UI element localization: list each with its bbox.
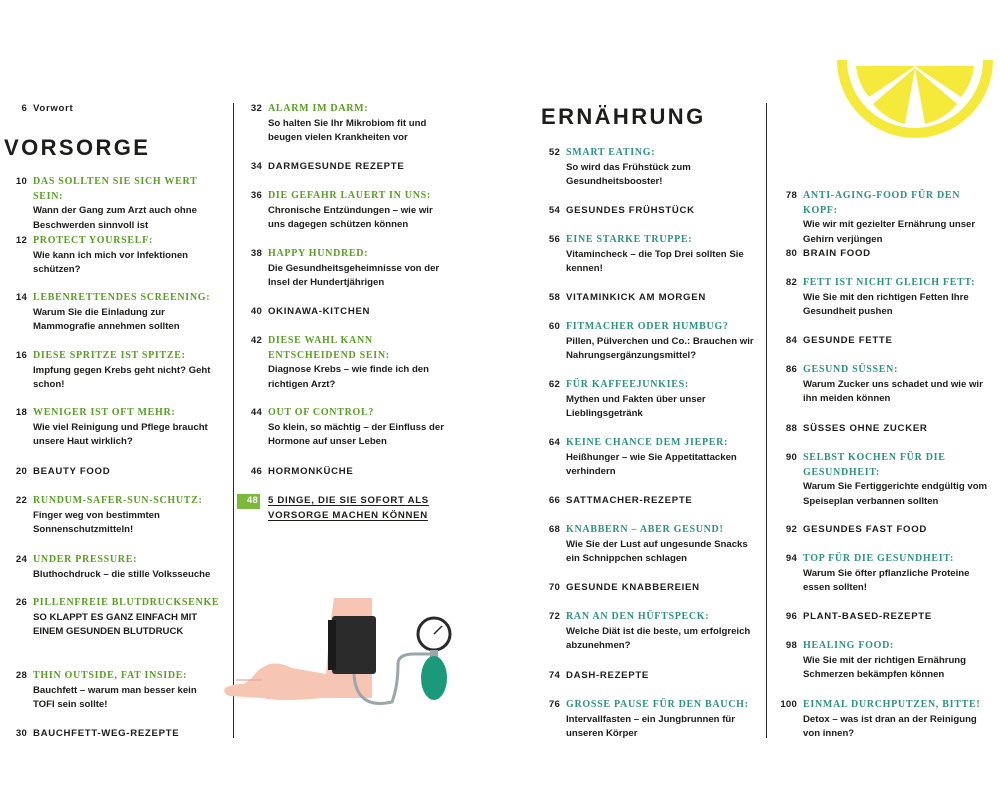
entry-title: BEAUTY FOOD bbox=[33, 466, 111, 477]
page-number: 82 bbox=[785, 277, 797, 288]
entry-subtitle: Wie Sie mit der richtigen Ernährung Schmerzen bekämpfen können bbox=[803, 654, 967, 680]
entry-text bbox=[33, 669, 220, 713]
entry-text bbox=[803, 698, 993, 742]
entry-text bbox=[33, 727, 220, 742]
entry-text bbox=[566, 669, 756, 684]
entry-heading: SMART EATING: bbox=[566, 147, 656, 158]
entry-text bbox=[268, 334, 448, 392]
page-number: 62 bbox=[548, 379, 560, 390]
page-number: 66 bbox=[548, 495, 560, 506]
entry-subtitle: Wie wir mit gezielter Ernährung unser Gehirn verjüngen bbox=[803, 219, 976, 245]
entry-heading: WENIGER IST OFT MEHR: bbox=[33, 407, 176, 418]
entry-text bbox=[566, 698, 756, 742]
entry-title: Vorwort bbox=[33, 103, 74, 114]
page-number: 52 bbox=[548, 147, 560, 158]
entry-heading: DIE GEFAHR LAUERT IN UNS: bbox=[268, 190, 431, 201]
page-number: 88 bbox=[785, 423, 797, 434]
entry-title: BRAIN FOOD bbox=[803, 248, 871, 259]
entry-subtitle: Warum Zucker uns schadet und wie wir ihn meiden können bbox=[803, 378, 983, 404]
page-number: 48 bbox=[237, 494, 260, 509]
entry-text bbox=[566, 581, 756, 596]
entry-subtitle: Wie viel Reinigung und Pflege braucht unsere Haut wirklich? bbox=[33, 421, 208, 447]
page-number: 80 bbox=[785, 248, 797, 259]
entry-subtitle: Mythen und Fakten über unser Lieblingsgetränk bbox=[566, 393, 706, 419]
entry-subtitle: So klein, so mächtig – der Einfluss der Hormone auf unser Leben bbox=[268, 421, 444, 447]
entry-text bbox=[803, 276, 993, 320]
entry-subtitle: Warum Sie die Einladung zur Mammografie annehmen sollten bbox=[33, 306, 180, 332]
lemon-slice-illustration bbox=[835, 52, 995, 152]
entry-heading: KNABBERN – ABER GESUND! bbox=[566, 524, 724, 535]
entry-heading: FITMACHER ODER HUMBUG? bbox=[566, 321, 729, 332]
entry-text bbox=[566, 320, 756, 364]
entry-title: HORMONKÜCHE bbox=[268, 466, 354, 477]
entry-text bbox=[33, 175, 220, 233]
entry-heading: DAS SOLLTEN SIE SICH WERT SEIN: bbox=[33, 176, 198, 202]
page-number: 6 bbox=[21, 103, 27, 114]
entry-text bbox=[803, 422, 993, 437]
page-number: 24 bbox=[15, 554, 27, 565]
entry-heading: HEALING FOOD: bbox=[803, 640, 895, 651]
entry-text bbox=[33, 102, 220, 117]
entry-title: GESUNDE FETTE bbox=[803, 335, 893, 346]
entry-heading: OUT OF CONTROL? bbox=[268, 407, 375, 418]
entry-title: GESUNDES FAST FOOD bbox=[803, 524, 928, 535]
page-number: 34 bbox=[250, 161, 262, 172]
entry-text bbox=[566, 146, 756, 190]
entry-heading: GESUND SÜSSEN: bbox=[803, 364, 899, 375]
entry-text bbox=[268, 305, 448, 320]
entry-text bbox=[566, 523, 756, 567]
entry-text bbox=[566, 610, 756, 654]
entry-heading: LEBENRETTENDES SCREENING: bbox=[33, 292, 211, 303]
page-number: 10 bbox=[15, 176, 27, 187]
entry-text bbox=[566, 291, 756, 306]
entry-text bbox=[803, 334, 993, 349]
page-number: 18 bbox=[15, 407, 27, 418]
entry-text bbox=[268, 189, 448, 233]
entry-heading: ANTI-AGING-FOOD FÜR DEN KOPF: bbox=[803, 190, 961, 216]
entry-heading: FÜR KAFFEEJUNKIES: bbox=[566, 379, 689, 390]
entry-text bbox=[268, 102, 448, 146]
page-number: 12 bbox=[15, 235, 27, 246]
entry-subtitle: SO KLAPPT ES GANZ EINFACH MIT EINEM GESUNDEN BLUTDRUCK bbox=[33, 611, 198, 637]
page-number: 32 bbox=[250, 103, 262, 114]
pump-bulb bbox=[421, 656, 447, 700]
page-number: 86 bbox=[785, 364, 797, 375]
entry-title: SÜSSES OHNE ZUCKER bbox=[803, 423, 928, 434]
page-number: 64 bbox=[548, 437, 560, 448]
entry-heading: ALARM IM DARM: bbox=[268, 103, 369, 114]
entry-subtitle: Vitamincheck – die Top Drei sollten Sie kennen! bbox=[566, 248, 744, 274]
page-number: 74 bbox=[548, 670, 560, 681]
page-number: 58 bbox=[548, 292, 560, 303]
entry-heading: SELBST KOCHEN FÜR DIE GESUNDHEIT: bbox=[803, 452, 946, 478]
entry-text bbox=[33, 494, 220, 538]
entry-text bbox=[566, 436, 756, 480]
entry-text bbox=[803, 189, 993, 247]
entry-subtitle: Wie kann ich mich vor Infektionen schützen? bbox=[33, 249, 189, 275]
entry-title: 5 DINGE, DIE SIE SOFORT ALS VORSORGE MACHEN KÖNNEN bbox=[268, 495, 429, 521]
entry-subtitle: Wie Sie der Lust auf ungesunde Snacks ein Schnippchen schlagen bbox=[566, 538, 748, 564]
page-number: 70 bbox=[548, 582, 560, 593]
page-number: 36 bbox=[250, 190, 262, 201]
entry-title: OKINAWA-KITCHEN bbox=[268, 306, 371, 317]
section-title-ernaehrung: ERNÄHRUNG bbox=[541, 104, 706, 129]
blood-pressure-illustration bbox=[222, 598, 472, 738]
entry-text bbox=[803, 247, 993, 262]
entry-subtitle: Warum Sie öfter pflanzliche Proteine essen sollten! bbox=[803, 567, 970, 593]
toc-column-3 bbox=[541, 0, 756, 800]
entry-title: BAUCHFETT-WEG-REZEPTE bbox=[33, 728, 180, 739]
entry-title: DASH-REZEPTE bbox=[566, 670, 650, 681]
entry-text bbox=[268, 465, 448, 480]
page-number: 98 bbox=[785, 640, 797, 651]
entry-text bbox=[803, 451, 993, 509]
entry-title: GESUNDES FRÜHSTÜCK bbox=[566, 205, 695, 216]
entry-text bbox=[33, 465, 220, 480]
entry-text bbox=[268, 160, 448, 175]
page-number: 40 bbox=[250, 306, 262, 317]
entry-text bbox=[803, 552, 993, 596]
page-number: 72 bbox=[548, 611, 560, 622]
page-number: 54 bbox=[548, 205, 560, 216]
entry-subtitle: Finger weg von bestimmten Sonnenschutzmitteln! bbox=[33, 509, 160, 535]
page-number: 44 bbox=[250, 407, 262, 418]
entry-subtitle: Welche Diät ist die beste, um erfolgreich abzunehmen? bbox=[566, 625, 751, 651]
entry-text bbox=[33, 553, 220, 582]
entry-subtitle: Intervallfasten – ein Jungbrunnen für unseren Körper bbox=[566, 713, 735, 739]
entry-subtitle: Heißhunger – wie Sie Appetitattacken verhindern bbox=[566, 451, 737, 477]
entry-text bbox=[33, 291, 220, 335]
page-number: 96 bbox=[785, 611, 797, 622]
page-number: 22 bbox=[15, 495, 27, 506]
entry-text bbox=[33, 349, 220, 393]
page-number: 42 bbox=[250, 335, 262, 346]
entry-subtitle: Pillen, Pülverchen und Co.: Brauchen wir Nahrungsergänzungsmittel? bbox=[566, 335, 754, 361]
cuff bbox=[332, 616, 376, 674]
entry-text bbox=[566, 378, 756, 422]
entry-subtitle: Bauchfett – warum man besser kein TOFI sein sollte! bbox=[33, 684, 197, 710]
entry-subtitle: Detox – was ist dran an der Reinigung von innen? bbox=[803, 713, 977, 739]
entry-text bbox=[268, 406, 448, 450]
entry-subtitle: Bluthochdruck – die stille Volksseuche bbox=[33, 568, 211, 580]
entry-heading: RUNDUM-SAFER-SUN-SCHUTZ: bbox=[33, 495, 203, 506]
entry-text bbox=[33, 234, 220, 278]
column-divider-2 bbox=[766, 103, 767, 738]
entry-text bbox=[803, 523, 993, 538]
entry-text bbox=[803, 363, 993, 407]
entry-subtitle: Impfung gegen Krebs geht nicht? Geht schon! bbox=[33, 364, 211, 390]
page-number: 38 bbox=[250, 248, 262, 259]
entry-subtitle: Chronische Entzündungen – wie wir uns dagegen schützen können bbox=[268, 204, 433, 230]
page-number: 20 bbox=[15, 466, 27, 477]
page-number: 46 bbox=[250, 466, 262, 477]
entry-subtitle: Warum Sie Fertiggerichte endgültig vom Speiseplan verbannen sollten bbox=[803, 481, 988, 507]
entry-title: SATTMACHER-REZEPTE bbox=[566, 495, 693, 506]
entry-text bbox=[803, 639, 993, 683]
page-number: 68 bbox=[548, 524, 560, 535]
entry-title: GESUNDE KNABBEREIEN bbox=[566, 582, 700, 593]
entry-heading: EINE STARKE TRUPPE: bbox=[566, 234, 693, 245]
entry-heading: FETT IST NICHT GLEICH FETT: bbox=[803, 277, 976, 288]
entry-subtitle: So halten Sie Ihr Mikrobiom fit und beugen vielen Krankheiten vor bbox=[268, 117, 427, 143]
entry-heading: UNDER PRESSURE: bbox=[33, 554, 138, 565]
entry-text bbox=[33, 406, 220, 450]
entry-heading: RAN AN DEN HÜFTSPECK: bbox=[566, 611, 710, 622]
entry-subtitle: Diagnose Krebs – wie finde ich den richtigen Arzt? bbox=[268, 364, 429, 390]
page-number: 90 bbox=[785, 452, 797, 463]
entry-text bbox=[566, 204, 756, 219]
page-number: 30 bbox=[15, 728, 27, 739]
entry-text bbox=[566, 494, 756, 509]
page-number: 14 bbox=[15, 292, 27, 303]
page-number: 60 bbox=[548, 321, 560, 332]
page-number: 78 bbox=[785, 190, 797, 201]
page-number: 84 bbox=[785, 335, 797, 346]
entry-subtitle: Wie Sie mit den richtigen Fetten Ihre Gesundheit pushen bbox=[803, 291, 969, 317]
section-title-vorsorge: VORSORGE bbox=[4, 135, 151, 160]
entry-text bbox=[33, 596, 220, 640]
page-number: 28 bbox=[15, 670, 27, 681]
entry-heading: EINMAL DURCHPUTZEN, BITTE! bbox=[803, 699, 981, 710]
page-number: 16 bbox=[15, 350, 27, 361]
entry-text bbox=[268, 494, 448, 523]
entry-heading: TOP FÜR DIE GESUNDHEIT: bbox=[803, 553, 955, 564]
page-number: 100 bbox=[780, 699, 797, 710]
entry-subtitle: Wann der Gang zum Arzt auch ohne Beschwerden sinnvoll ist bbox=[33, 205, 197, 231]
entry-heading: DIESE WAHL KANN ENTSCHEIDEND SEIN: bbox=[268, 335, 390, 361]
entry-heading: GROSSE PAUSE FÜR DEN BAUCH: bbox=[566, 699, 749, 710]
entry-heading: DIESE SPRITZE IST SPITZE: bbox=[33, 350, 186, 361]
entry-heading: PILLENFREIE BLUTDRUCKSENKE bbox=[33, 597, 220, 608]
entry-title: DARMGESUNDE REZEPTE bbox=[268, 161, 405, 172]
entry-text bbox=[268, 247, 448, 291]
page-number: 76 bbox=[548, 699, 560, 710]
entry-heading: KEINE CHANCE DEM JIEPER: bbox=[566, 437, 729, 448]
page-number: 94 bbox=[785, 553, 797, 564]
entry-text bbox=[803, 610, 993, 625]
entry-heading: HAPPY HUNDRED: bbox=[268, 248, 369, 259]
entry-subtitle: Die Gesundheitsgeheimnisse von der Insel der Hundertjährigen bbox=[268, 262, 440, 288]
toc-column-1 bbox=[4, 0, 220, 800]
page-number: 56 bbox=[548, 234, 560, 245]
entry-subtitle: So wird das Frühstück zum Gesundheitsbooster! bbox=[566, 161, 691, 187]
page-number: 26 bbox=[15, 597, 27, 608]
entry-heading: THIN OUTSIDE, FAT INSIDE: bbox=[33, 670, 188, 681]
entry-title: PLANT-BASED-REZEPTE bbox=[803, 611, 932, 622]
entry-title: VITAMINKICK AM MORGEN bbox=[566, 292, 706, 303]
page-number: 92 bbox=[785, 524, 797, 535]
entry-heading: PROTECT YOURSELF: bbox=[33, 235, 153, 246]
entry-text bbox=[566, 233, 756, 277]
